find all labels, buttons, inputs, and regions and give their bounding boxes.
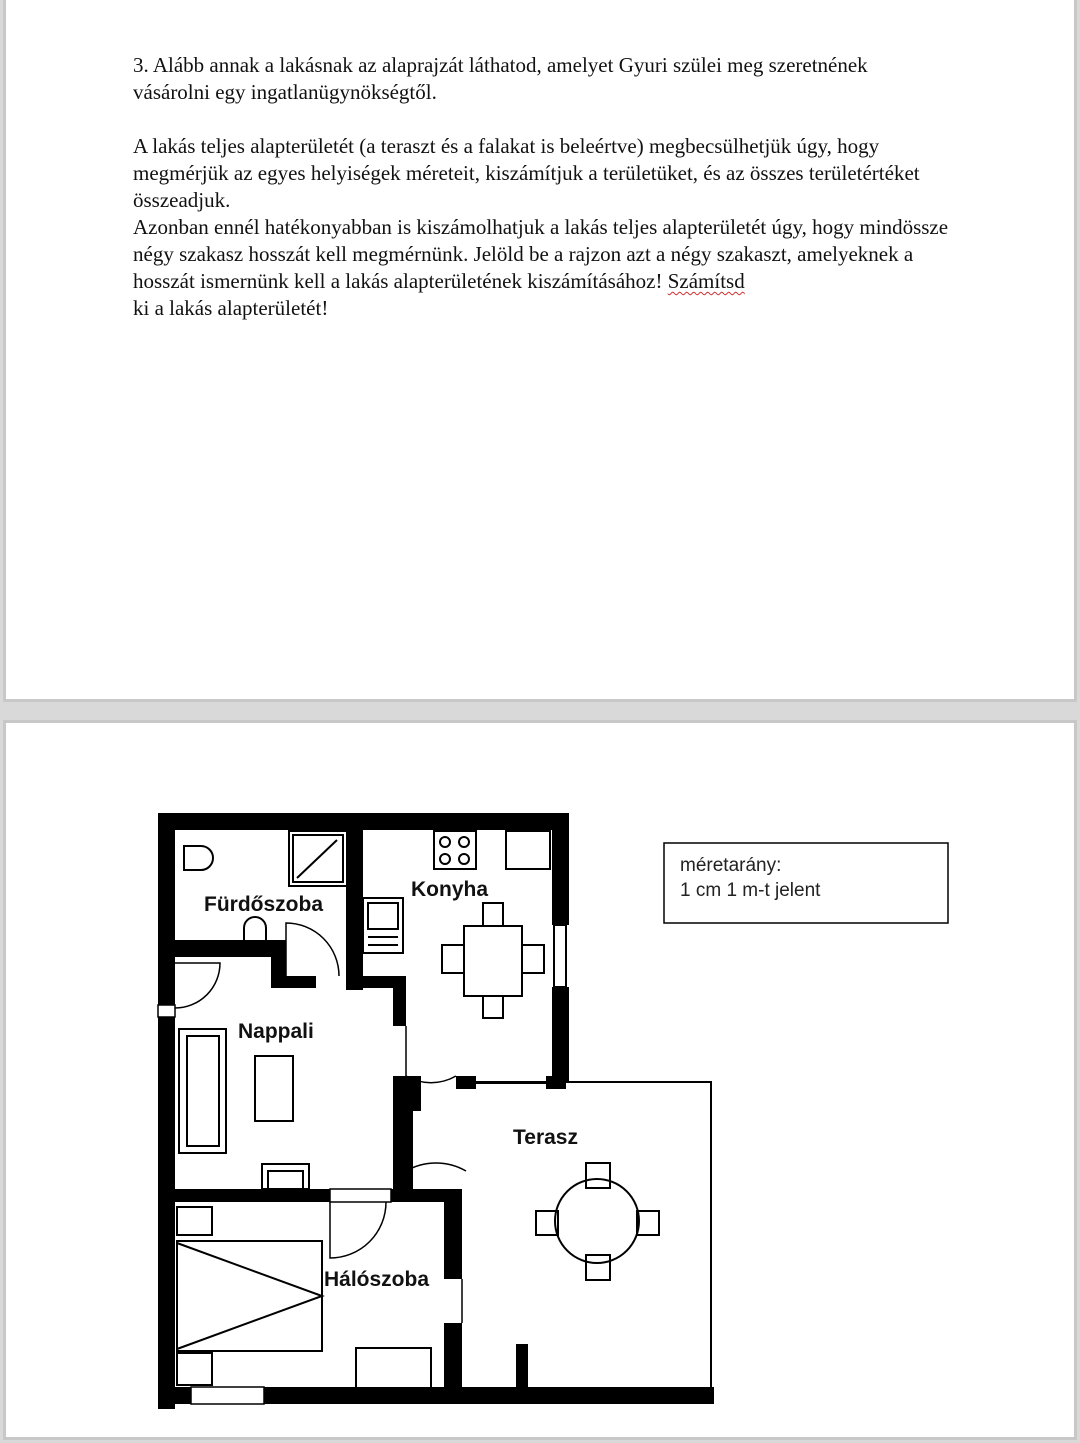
room-label-living-room: Nappali xyxy=(238,1020,314,1043)
question-line-2: vásárolni egy ingatlanügynökségtől. xyxy=(133,80,437,104)
question-paragraph-3-main: Azonban ennél hatékonyabban is kiszámolhatjuk a lakás teljes alapterületét úgy, hogy mindössze négy szakasz hosszát kell megmérnünk. Jelöld be a rajzon azt a négy szakaszt, amelyeknek a hosszát ismernünk kell a lakás alapterületének kiszámításához! xyxy=(133,215,949,293)
question-text xyxy=(133,52,963,322)
question-paragraph-2: A lakás teljes alapterületét (a teraszt és a falakat is beleértve) megbecsülhetjük úgy, hogy megmérjük az egyes helyiségek méreteit, kiszámítjuk a területüket, és az összes területértéket összeadjuk. xyxy=(133,134,920,212)
question-paragraph-3 xyxy=(133,214,963,322)
scale-title: méretarány: xyxy=(680,855,782,876)
question-line-1: 3. Alább annak a lakásnak az alaprajzát láthatod, amelyet Gyuri szülei meg szeretnének xyxy=(133,53,868,77)
question-paragraph-3-end: ki a lakás alapterületét! xyxy=(133,296,329,320)
question-page xyxy=(3,0,1077,702)
room-label-kitchen: Konyha xyxy=(411,878,489,901)
scale-description: 1 cm 1 m-t jelent xyxy=(680,880,821,901)
room-label-bathroom: Fürdőszoba xyxy=(204,893,323,916)
spellcheck-marked-word: Számítsd xyxy=(667,269,745,293)
room-label-bedroom: Hálószoba xyxy=(324,1268,430,1291)
floor-plan xyxy=(6,723,1080,1443)
room-label-terrace: Terasz xyxy=(513,1126,578,1149)
floorplan-page xyxy=(3,720,1077,1440)
